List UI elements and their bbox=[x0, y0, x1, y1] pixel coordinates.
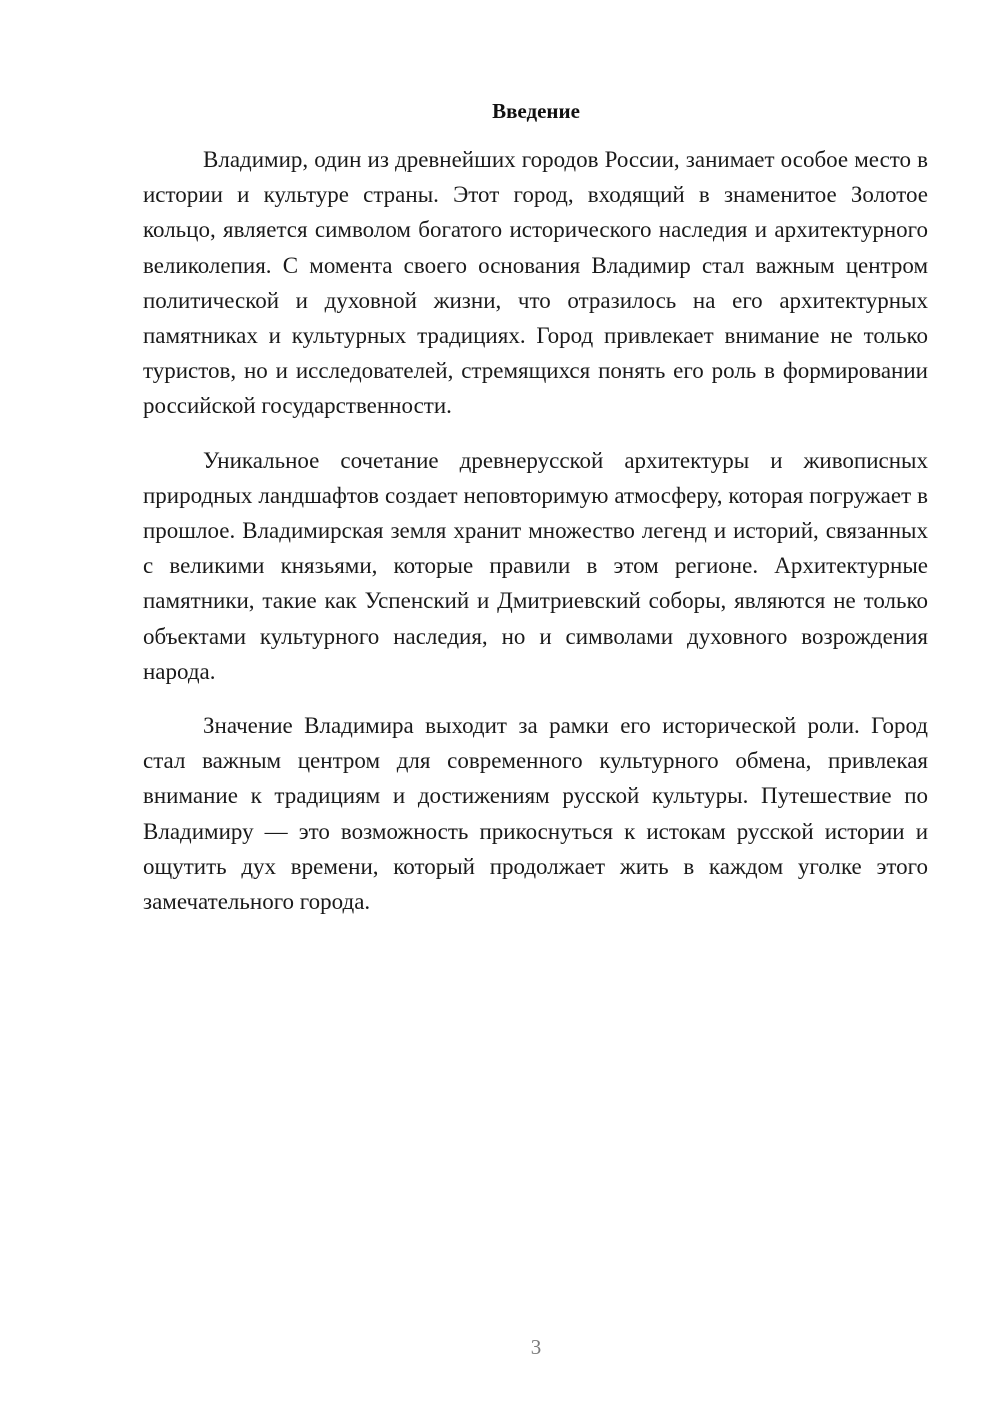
section-title: Введение bbox=[492, 99, 580, 123]
paragraph-3: Значение Владимира выходит за рамки его исторической роли. Город стал важным центром для современного культурного обмена, привлекая внимание к традициям и достижениям русской культуры. Путешествие по Владимиру — это возможность прикоснуться к истокам русской истории и ощутить дух времени, который продолжает жить в каждом уголке этого замечательного города. bbox=[143, 713, 928, 915]
body-text bbox=[143, 142, 928, 938]
paragraph-2: Уникальное сочетание древнерусской архитектуры и живописных природных ландшафтов создает неповторимую атмосферу, которая погружает в прошлое. Владимирская земля хранит множество легенд и историй, связанных с великими князьями, которые правили в этом регионе. Архитектурные памятники, такие как Успенский и Дмитриевский соборы, являются не только объектами культурного наследия, но и символами духовного возрождения народа. bbox=[143, 447, 928, 684]
paragraph-1: Владимир, один из древнейших городов России, занимает особое место в истории и культуре страны. Этот город, входящий в знаменитое Золотое кольцо, является символом богатого исторического наследия и архитектурного великолепия. С момента своего основания Владимир стал важным центром политической и духовной жизни, что отразилось на его архитектурных памятниках и культурных традициях. Город привлекает внимание не только туристов, но и исследователей, стремящихся понять его роль в формировании российской государственности. bbox=[143, 147, 928, 419]
page-number: 3 bbox=[530, 1335, 542, 1359]
